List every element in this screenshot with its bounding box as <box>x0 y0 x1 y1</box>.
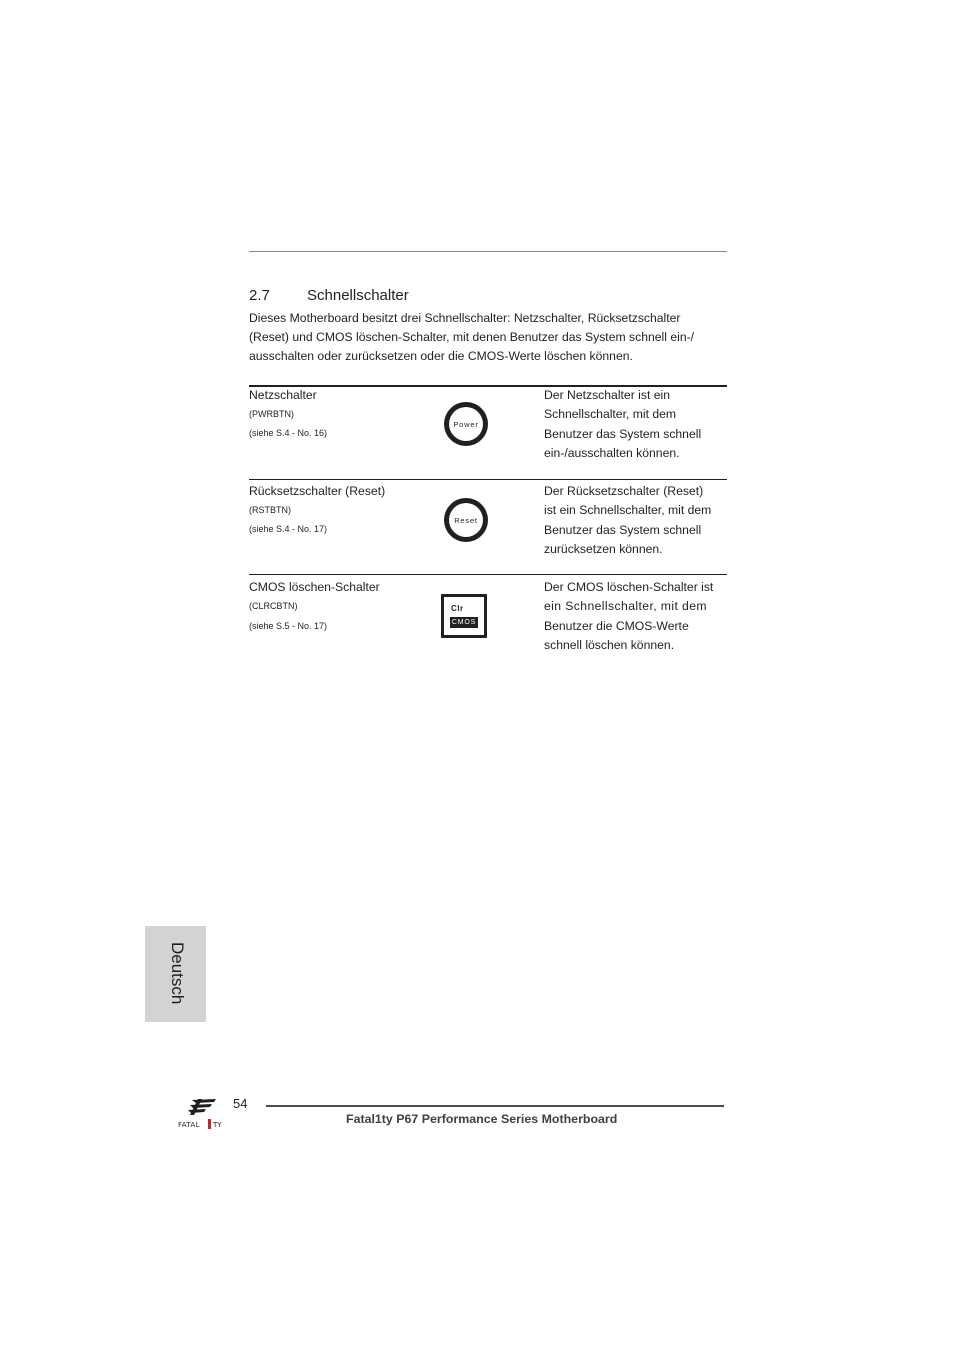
desc-line: Schnellschalter, mit dem <box>544 407 677 422</box>
cmos-switch-description <box>544 578 730 655</box>
desc-line: Benutzer die CMOS-Werte <box>544 618 689 633</box>
desc-line: zurücksetzen können. <box>544 541 663 556</box>
desc-line: Der Rücksetzschalter (Reset) <box>544 484 704 498</box>
row-divider <box>249 479 727 480</box>
desc-line: Benutzer das System schnell <box>544 426 702 441</box>
power-button-icon <box>444 402 488 446</box>
reset-button-label: Reset <box>454 515 478 525</box>
cmos-switch-code: (CLRCBTN) <box>249 601 298 611</box>
intro-paragraph <box>249 309 729 367</box>
language-tab <box>145 926 206 1022</box>
desc-line: ein-/ausschalten können. <box>544 445 680 460</box>
cmos-switch-ref: (siehe S.5 - No. 17) <box>249 621 328 631</box>
reset-button-icon <box>444 498 488 542</box>
reset-switch-description <box>544 482 730 559</box>
footer-title: Fatal1ty P67 Performance Series Motherboard <box>346 1112 618 1126</box>
cmos-switch-name: CMOS löschen-Schalter <box>249 580 380 594</box>
power-switch-description <box>544 386 730 463</box>
desc-line: schnell löschen können. <box>544 637 675 652</box>
page-number: 54 <box>233 1096 248 1111</box>
language-tab-label: Deutsch <box>168 942 187 1005</box>
footer-rule <box>266 1105 724 1107</box>
svg-text:FATAL: FATAL <box>178 1121 201 1129</box>
fatal1ty-logo-icon <box>176 1096 232 1134</box>
power-switch-name: Netzschalter <box>249 388 317 402</box>
desc-line: ist ein Schnellschalter, mit dem <box>544 503 712 518</box>
power-switch-code: (PWRBTN) <box>249 409 294 419</box>
clear-cmos-button-icon <box>441 594 487 638</box>
desc-line: Der Netzschalter ist ein <box>544 388 670 402</box>
power-switch-ref: (siehe S.4 - No. 16) <box>249 428 328 438</box>
desc-line: Benutzer das System schnell <box>544 522 702 537</box>
fatal1ty-logo <box>176 1096 232 1134</box>
desc-line: ein Schnellschalter, mit dem <box>544 599 707 614</box>
row-divider <box>249 574 727 575</box>
svg-text:TY: TY <box>213 1121 222 1129</box>
reset-switch-ref: (siehe S.4 - No. 17) <box>249 524 328 534</box>
power-button-label: Power <box>453 419 479 429</box>
reset-switch-name: Rücksetzschalter (Reset) <box>249 484 386 498</box>
cmos-label: CMOS <box>451 619 477 626</box>
section-number: 2.7 <box>249 287 270 304</box>
intro-line: (Reset) und CMOS löschen-Schalter, mit denen Benutzer das System schnell ein-/ <box>249 330 695 345</box>
desc-line: Der CMOS löschen-Schalter ist <box>544 580 714 594</box>
top-divider <box>249 251 727 252</box>
intro-line: ausschalten oder zurücksetzen oder die CMOS-Werte löschen können. <box>249 349 633 364</box>
clr-label: Clr <box>451 604 464 613</box>
intro-line: Dieses Motherboard besitzt drei Schnellschalter: Netzschalter, Rücksetzschalter <box>249 311 681 325</box>
section-title: Schnellschalter <box>307 287 409 304</box>
reset-switch-code: (RSTBTN) <box>249 505 291 515</box>
